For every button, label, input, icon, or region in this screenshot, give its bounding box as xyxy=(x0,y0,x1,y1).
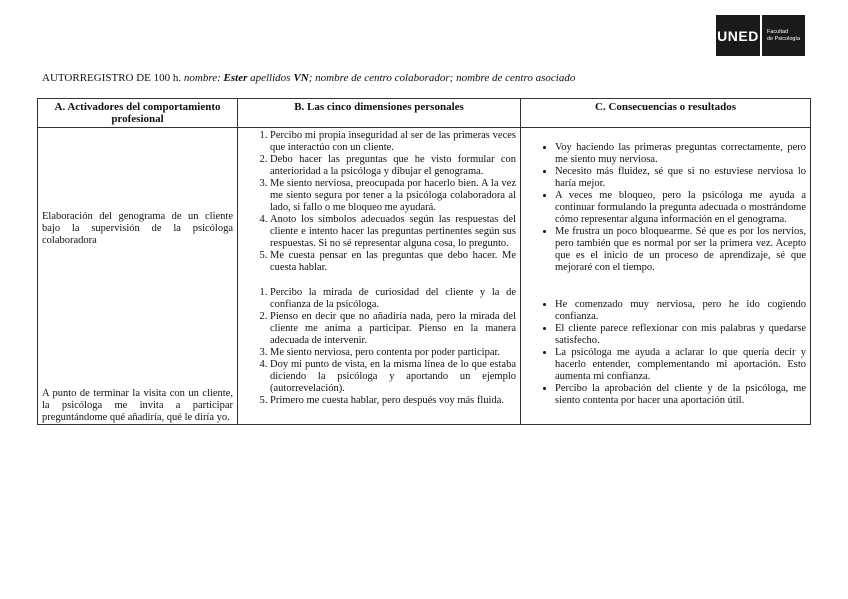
list-item: • A veces me bloqueo, pero la psicóloga me ayuda a continuar formulando la pregunta adecuada o mostrándome cómo representar alguna información en el genograma. xyxy=(555,190,806,226)
list-item: 5. Primero me cuesta hablar, pero después voy más fluida. xyxy=(270,395,516,407)
consequences-list-2 xyxy=(533,299,806,407)
dimensions-cell xyxy=(238,128,521,425)
list-item: 2. Pienso en decir que no añadiría nada, pero la mirada del cliente me anima a participar. Pienso en la manera adecuada de intervenir. xyxy=(270,311,516,347)
heading-name: Ester xyxy=(223,72,248,84)
activator-2: A punto de terminar la visita con un cliente, la psicóloga me invita a participar preguntándome qué añadiría, qué le diría yo. xyxy=(42,388,233,423)
list-item: 3. Me siento nerviosa, pero contenta por poder participar. xyxy=(270,347,516,359)
document-heading xyxy=(42,72,575,84)
list-item: 2. Debo hacer las preguntas que he visto formular con anterioridad a la psicóloga y dibujar el genograma. xyxy=(270,154,516,178)
heading-title: AUTORREGISTRO DE 100 h. xyxy=(42,72,182,84)
list-item: 4. Doy mi punto de vista, en la misma línea de lo que estaba diciendo la psicóloga y aportando un ejemplo (autorrevelación). xyxy=(270,359,516,395)
list-item: 5. Me cuesta pensar en las preguntas que debo hacer. Me cuesta hablar. xyxy=(270,250,516,274)
list-item: • He comenzado muy nerviosa, pero he ido cogiendo confianza. xyxy=(555,299,806,323)
list-item: • Voy haciendo las primeras preguntas correctamente, pero me siento muy nerviosa. xyxy=(555,142,806,166)
list-item: • El cliente parece reflexionar con mis palabras y quedarse satisfecho. xyxy=(555,323,806,347)
list-item: • Me frustra un poco bloquearme. Sé que es por los nervios, pero también que es normal por ser la primera vez. Acepto que es el inicio de un proceso de aprendizaje, sé que mejoraré con el tiempo. xyxy=(555,226,806,274)
heading-rest: ; nombre de centro colaborador; nombre de centro asociado xyxy=(308,72,576,84)
header-dimensions: B. Las cinco dimensiones personales xyxy=(238,99,521,128)
dimensions-list-2 xyxy=(248,287,516,407)
logo-sub-line-1: Facultad xyxy=(767,29,789,35)
table-header-row xyxy=(38,99,811,128)
consequences-list-1 xyxy=(533,142,806,274)
heading-surname: VN xyxy=(293,72,309,84)
list-item: 1. Percibo mi propia inseguridad al ser de las primeras veces que interactúo con un cliente. xyxy=(270,130,516,154)
activator-1: Elaboración del genograma de un cliente bajo la supervisión de la psicóloga colaboradora xyxy=(42,211,233,246)
list-item: 4. Anoto los símbolos adecuados según las respuestas del cliente e intento hacer las preguntas pertinentes según sus respuestas. Si no sé representar alguna cosa, lo pregunto. xyxy=(270,214,516,250)
self-record-table xyxy=(37,98,811,425)
logo-sub-line-2: de Psicología xyxy=(767,36,801,42)
heading-label-nombre: nombre: xyxy=(183,72,221,84)
faculty-logo-label xyxy=(762,15,805,56)
logo-text: UNED xyxy=(717,27,759,44)
dimensions-list-1 xyxy=(248,130,516,274)
list-item: • Necesito más fluidez, sé que si no estuviese nerviosa lo haría mejor. xyxy=(555,166,806,190)
activator-cell xyxy=(38,128,238,425)
header-consequences: C. Consecuencias o resultados xyxy=(521,99,811,128)
list-item: • La psicóloga me ayuda a aclarar lo que quería decir y hacerlo entender, complementando mi aportación. Esto aumenta mi confianza. xyxy=(555,347,806,383)
consequences-cell xyxy=(521,128,811,425)
list-item: 3. Me siento nerviosa, preocupada por hacerlo bien. A la vez me siento segura por tener a la psicóloga colaboradora al lado, si fallo o me bloqueo me ayudará. xyxy=(270,178,516,214)
list-item: • Percibo la aprobación del cliente y de la psicóloga, me siento contenta por hacer una aportación útil. xyxy=(555,383,806,407)
heading-label-apellidos: apellidos xyxy=(250,72,291,84)
list-item: 1. Percibo la mirada de curiosidad del cliente y la de confianza de la psicóloga. xyxy=(270,287,516,311)
header-activators: A. Activadores del comportamiento profesional xyxy=(38,99,238,128)
uned-logo xyxy=(716,15,760,56)
